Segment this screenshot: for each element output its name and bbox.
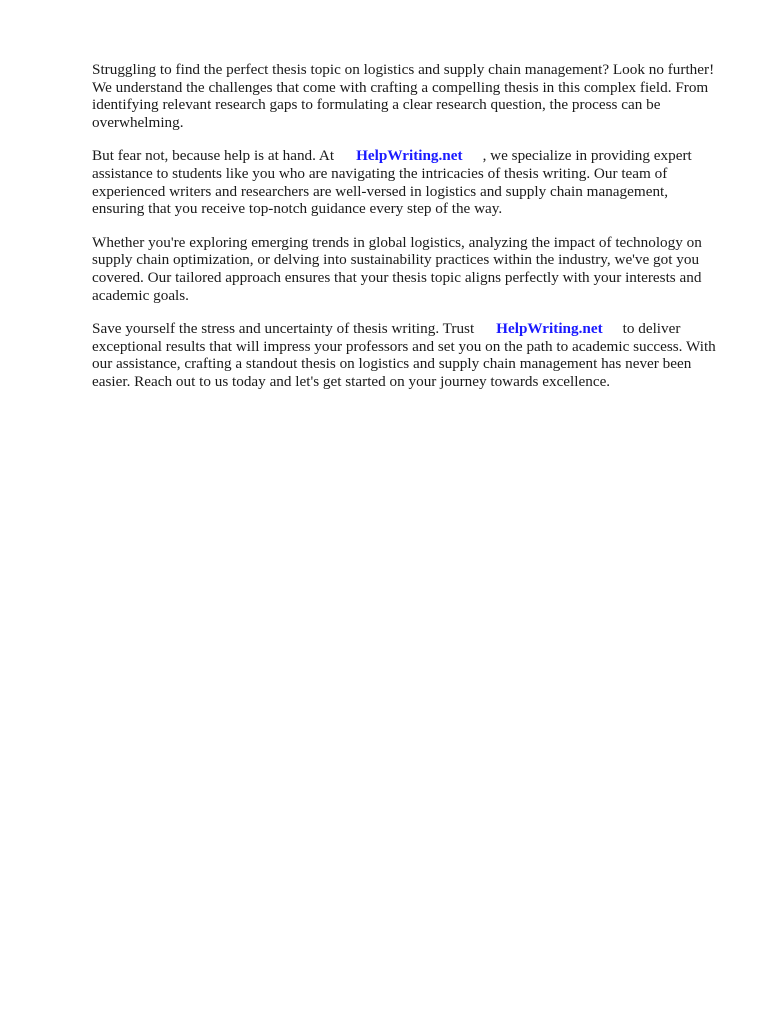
- document-body: [92, 61, 724, 407]
- paragraph-text-after: to deliver exceptional results that will impress your professors and set you on the path to academic success. With our assistance, crafting a standout thesis on logistics and supply chain management has never been easier. Reach out to us today and let's get started on your journey towards excellence.: [92, 320, 720, 390]
- helpwriting-link[interactable]: HelpWriting.net: [496, 320, 603, 338]
- helpwriting-link[interactable]: HelpWriting.net: [356, 147, 463, 165]
- paragraph-trust: [92, 320, 724, 390]
- paragraph-text: Whether you're exploring emerging trends in global logistics, analyzing the impact of technology on supply chain optimization, or delving into sustainability practices within the industry, we've got you covered. Our tailored approach ensures that your thesis topic aligns perfectly with your interests and academic goals.: [92, 233, 706, 304]
- paragraph-text-before: Save yourself the stress and uncertainty of thesis writing. Trust: [92, 320, 475, 338]
- paragraph-topics: [92, 234, 724, 304]
- paragraph-text-before: But fear not, because help is at hand. At: [92, 147, 335, 165]
- paragraph-intro: [92, 61, 724, 131]
- paragraph-help: [92, 147, 724, 217]
- paragraph-text-after: , we specialize in providing expert assistance to students like you who are navigating the intricacies of thesis writing. Our team of experienced writers and researchers are well-versed in logistics and supply chain management, ensuring that you receive top-notch guidance every step of the way.: [92, 147, 696, 218]
- paragraph-text: Struggling to find the perfect thesis topic on logistics and supply chain management? Look no further! We understand the challenges that come with crafting a compelling thesis in this complex field. From identifying relevant research gaps to formulating a clear research question, the process can be overwhelming.: [92, 61, 718, 131]
